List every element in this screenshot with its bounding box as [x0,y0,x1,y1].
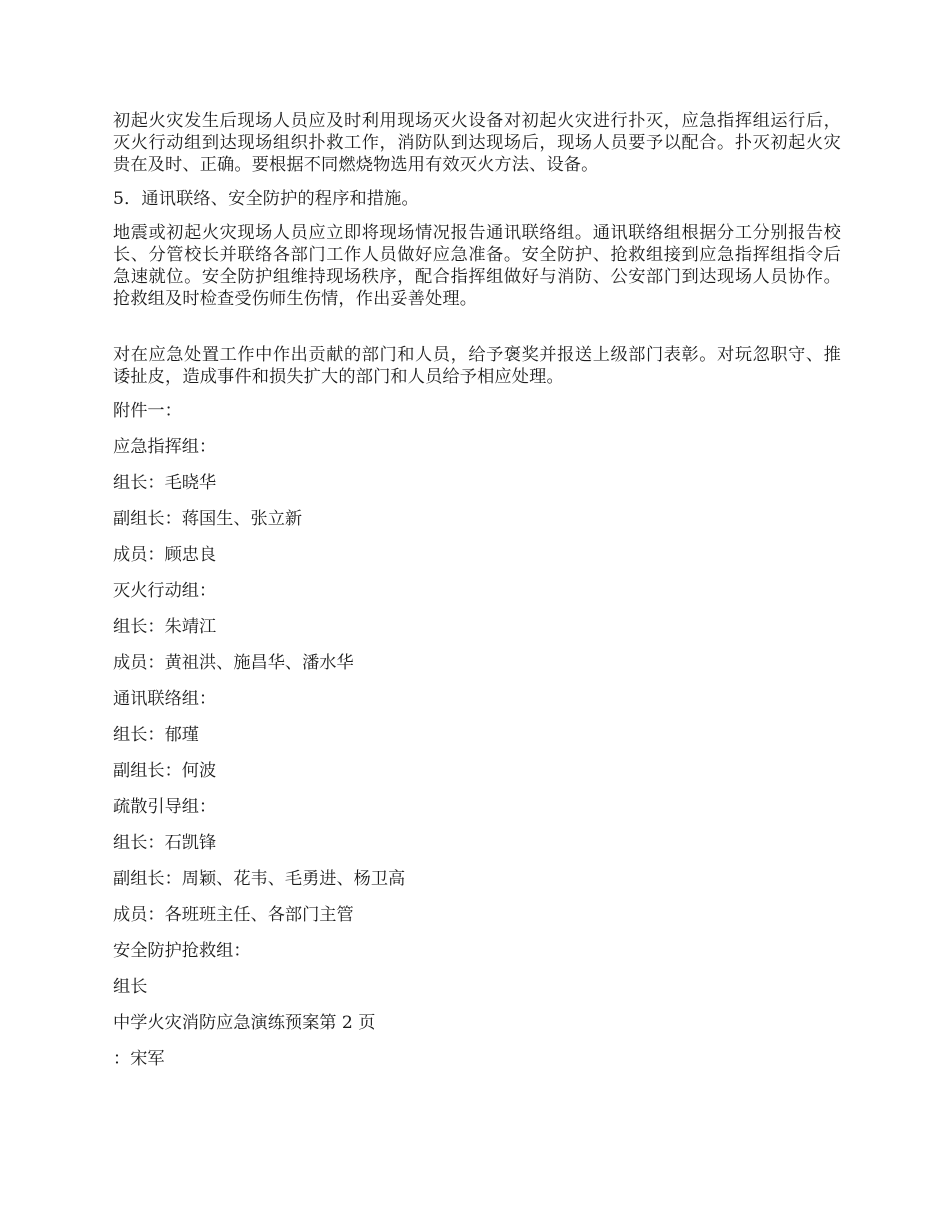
document-page [113,110,841,1070]
paragraph-communication: 地震或初起火灾现场人员应立即将现场情况报告通讯联络组。通讯联络组根据分工分别报告校长、分管校长并联络各部门工作人员做好应急准备。安全防护、抢救组接到应急指挥组指令后急速就位。安全防护组维持现场秩序，配合指挥组做好与消防、公安部门到达现场人员协作。抢救组及时检查受伤师生伤情，作出妥善处理。 [113,223,841,309]
group-heading-safety-rescue: 安全防护抢救组： [113,941,251,961]
list-item: 组长：郁瑾 [113,725,199,745]
group-heading-evacuation: 疏散引导组： [113,797,217,817]
list-item: 组长：石凯锋 [113,833,217,853]
group-heading-command: 应急指挥组： [113,437,217,457]
group-heading-communication: 通讯联络组： [113,689,217,709]
list-item: 组长：毛晓华 [113,473,217,493]
appendix-list [113,400,841,1070]
paragraph-initial-fire: 初起火灾发生后现场人员应及时利用现场灭火设备对初起火灾进行扑灭，应急指挥组运行后，灭火行动组到达现场组织扑救工作，消防队到达现场后，现场人员要予以配合。扑灭初起火灾贵在及时、正确。要根据不同燃烧物选用有效灭火方法、设备。 [113,111,841,175]
list-item: 组长 [113,977,148,997]
list-item: 成员：各班班主任、各部门主管 [113,905,354,925]
page-footer: 中学火灾消防应急演练预案第 2 页 [113,1013,376,1033]
list-item: ：宋军 [113,1049,165,1069]
appendix-title: 附件一： [113,401,182,421]
section-heading-5: 5．通讯联络、安全防护的程序和措施。 [113,189,419,209]
list-item: 副组长：蒋国生、张立新 [113,509,303,529]
list-item: 组长：朱靖江 [113,617,217,637]
list-item: 副组长：周颖、花韦、毛勇进、杨卫高 [113,869,406,889]
paragraph-rewards: 对在应急处置工作中作出贡献的部门和人员，给予褒奖并报送上级部门表彰。对玩忽职守、推诿扯皮，造成事件和损失扩大的部门和人员给予相应处理。 [113,345,841,387]
group-heading-firefighting: 灭火行动组： [113,581,217,601]
list-item: 副组长：何波 [113,761,217,781]
list-item: 成员：黄祖洪、施昌华、潘水华 [113,653,354,673]
list-item: 成员：顾忠良 [113,545,217,565]
